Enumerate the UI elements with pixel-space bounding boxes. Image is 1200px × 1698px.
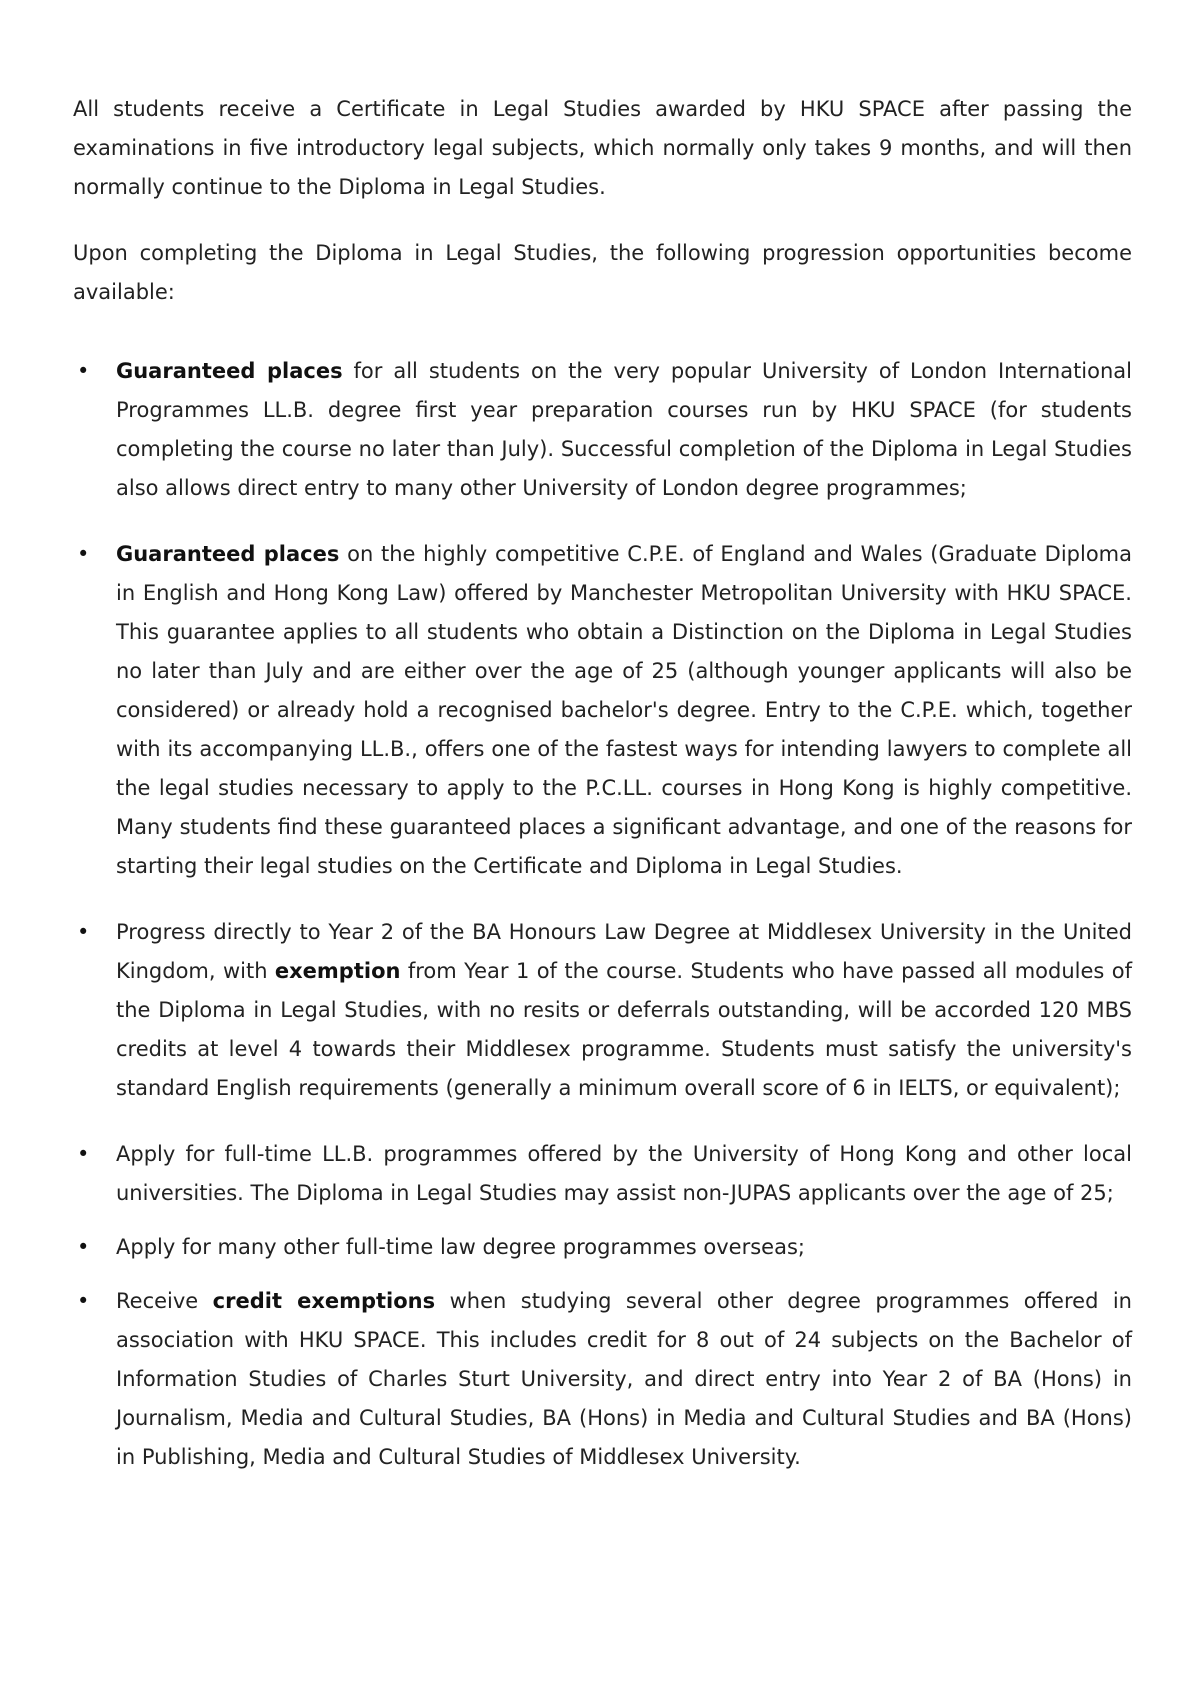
progression-list (73, 352, 1132, 1477)
item-text: Apply for many other full-time law degree programmes overseas; (116, 1235, 805, 1259)
list-item-llb-preparation (73, 352, 1132, 508)
item-text: when studying several other degree programmes offered in association with HKU SPACE. This includes credit for 8 out of 24 subjects on the Bachelor of Information Studies of Charles Sturt University, and direct entry into Year 2 of BA (Hons) in Journalism, Media and Cultural Studies, BA (Hons) in Media and Cultural Studies and BA (Hons) in Publishing, Media and Cultural Studies of Middlesex University. (116, 1289, 1132, 1469)
bullet-icon: • (77, 1142, 90, 1166)
list-item-overseas (73, 1228, 1132, 1267)
list-item-credit-exemptions (73, 1282, 1132, 1477)
bullet-icon: • (77, 542, 90, 566)
item-text: on the highly competitive C.P.E. of England and Wales (Graduate Diploma in English and Hong Kong Law) offered by Manchester Metropolitan University with HKU SPACE. This guarantee applies to all students who obtain a Distinction on the Diploma in Legal Studies no later than July and are either over the age of 25 (although younger applicants will also be considered) or already hold a recognised bachelor's degree. Entry to the C.P.E. which, together with its accompanying LL.B., offers one of the fastest ways for intending lawyers to complete all the legal studies necessary to apply to the P.C.LL. courses in Hong Kong is highly competitive. Many students find these guaranteed places a significant advantage, and one of the reasons for starting their legal studies on the Certificate and Diploma in Legal Studies. (116, 542, 1132, 878)
bullet-icon: • (77, 920, 90, 944)
bullet-icon: • (77, 359, 90, 383)
intro-paragraph-2: Upon completing the Diploma in Legal Studies, the following progression opportunities become available: (73, 241, 1132, 304)
bullet-icon: • (77, 1235, 90, 1259)
item-text: Progress directly to Year 2 of the BA Honours Law Degree at Middlesex University in the United Kingdom, with (116, 920, 1132, 983)
list-item-middlesex (73, 913, 1132, 1108)
list-item-hku-llb (73, 1135, 1132, 1213)
bold-text: Guaranteed places (116, 542, 340, 566)
item-text: from Year 1 of the course. Students who have passed all modules of the Diploma in Legal Studies, with no resits or deferrals outstanding, will be accorded 120 MBS credits at level 4 towards their Middlesex programme. Students must satisfy the university's standard English requirements (generally a minimum overall score of 6 in IELTS, or equivalent); (116, 959, 1132, 1100)
item-text: Receive (116, 1289, 213, 1313)
intro-paragraph-1: All students receive a Certificate in Legal Studies awarded by HKU SPACE after passing the examinations in five introductory legal subjects, which normally only takes 9 months, and will then normally continue to the Diploma in Legal Studies. (73, 97, 1132, 199)
bold-text: credit exemptions (212, 1289, 436, 1313)
bold-text: exemption (274, 959, 401, 983)
item-text: Apply for full-time LL.B. programmes offered by the University of Hong Kong and other local universities. The Diploma in Legal Studies may assist non-JUPAS applicants over the age of 25; (116, 1142, 1132, 1205)
item-text: for all students on the very popular University of London International Programmes LL.B. degree first year preparation courses run by HKU SPACE (for students completing the course no later than July). Successful completion of the Diploma in Legal Studies also allows direct entry to many other University of London degree programmes; (116, 359, 1132, 500)
bold-text: Guaranteed places (116, 359, 343, 383)
bullet-icon: • (77, 1289, 90, 1313)
list-item-cpe (73, 535, 1132, 886)
